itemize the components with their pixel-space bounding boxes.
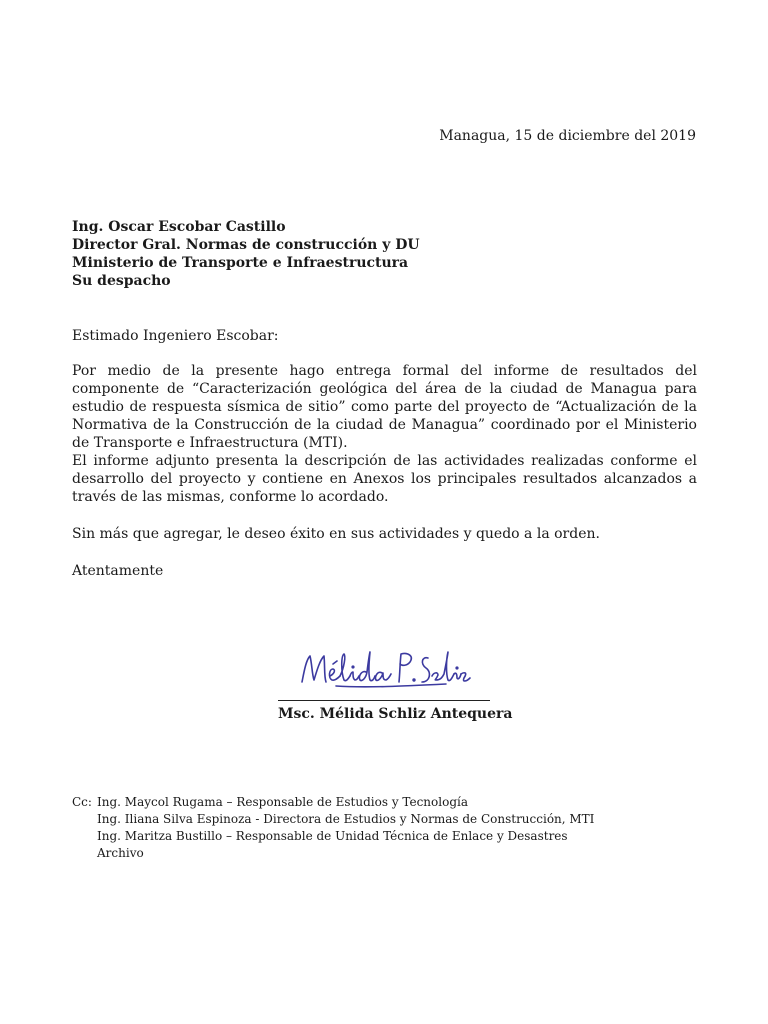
recipient-block xyxy=(72,218,420,290)
recipient-title: Director Gral. Normas de construcción y DU xyxy=(72,237,420,253)
cc-label: Cc: xyxy=(72,795,92,809)
body-paragraph-3: Sin más que agregar, le deseo éxito en sus actividades y quedo a la orden. xyxy=(72,526,600,542)
recipient-despacho: Su despacho xyxy=(72,273,171,289)
cc-list xyxy=(97,794,594,862)
body-paragraph-1: Por medio de la presente hago entrega formal del informe de resultados del componente de “Caracterización geológica del área de la ciudad de Managua para estudio de respuesta sísmica de sitio” como parte del proyecto de “Actualización de la Normativa de la Construcción de la ciudad de Managua” coordinado por el Ministerio de Transporte e Infraestructura (MTI). xyxy=(72,363,697,451)
cc-item: Archivo xyxy=(97,846,144,860)
letter-date: Managua, 15 de diciembre del 2019 xyxy=(439,128,696,144)
cc-item: Ing. Iliana Silva Espinoza - Directora de Estudios y Normas de Construcción, MTI xyxy=(97,812,595,826)
recipient-organization: Ministerio de Transporte e Infraestructura xyxy=(72,255,409,271)
body-paragraph-2: El informe adjunto presenta la descripción de las actividades realizadas conforme el desarrollo del proyecto y contiene en Anexos los principales resultados alcanzados a través de las mismas, conforme lo acordado. xyxy=(72,453,697,505)
closing: Atentamente xyxy=(72,563,164,579)
signature-line xyxy=(278,700,490,701)
salutation: Estimado Ingeniero Escobar: xyxy=(72,328,279,344)
signer-name: Msc. Mélida Schliz Antequera xyxy=(278,706,513,722)
cc-item: Ing. Maycol Rugama – Responsable de Estudios y Tecnología xyxy=(97,795,468,809)
recipient-name: Ing. Oscar Escobar Castillo xyxy=(72,219,286,235)
cc-item: Ing. Maritza Bustillo – Responsable de Unidad Técnica de Enlace y Desastres xyxy=(97,829,568,843)
handwritten-signature xyxy=(296,642,472,694)
